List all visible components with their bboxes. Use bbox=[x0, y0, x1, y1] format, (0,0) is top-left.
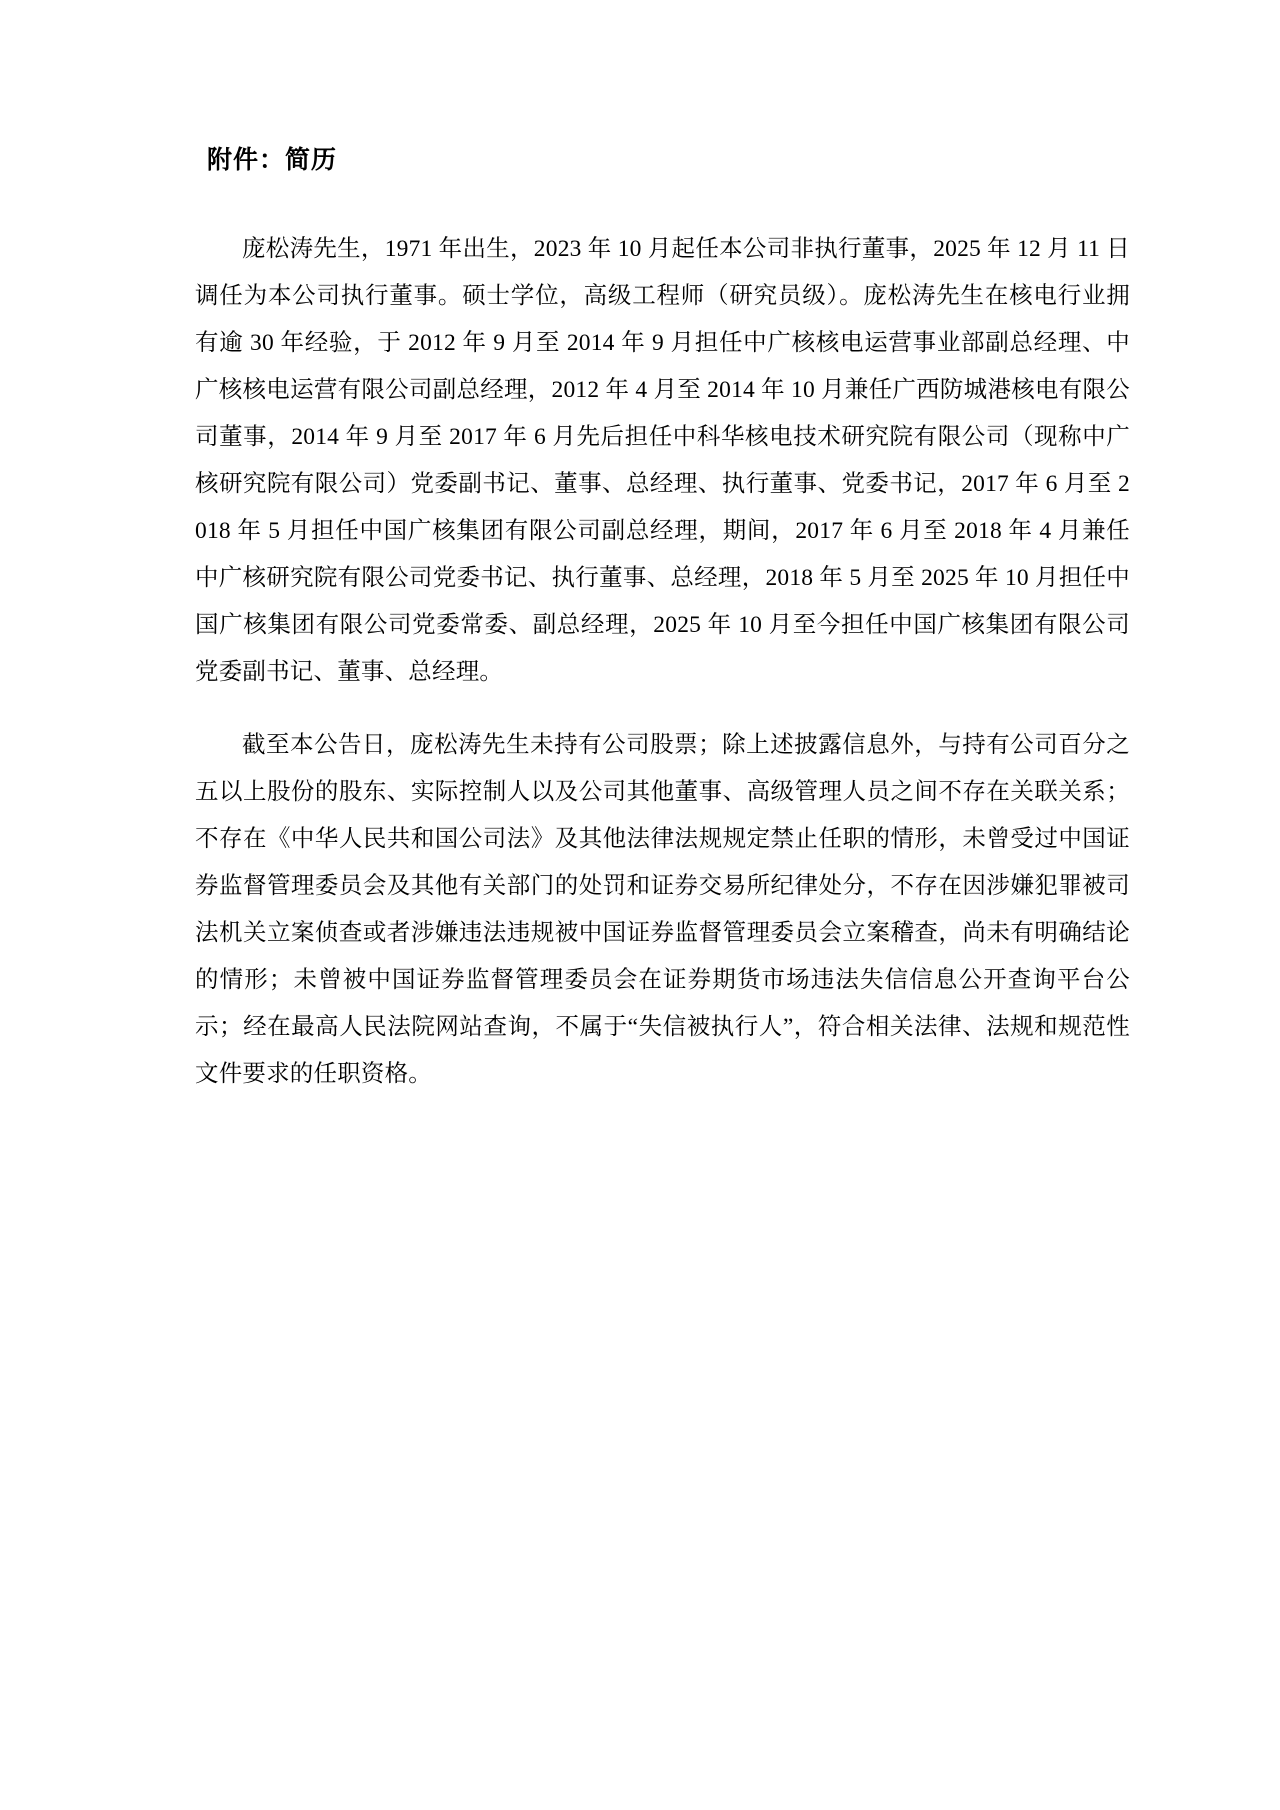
biography-paragraph: 庞松涛先生，1971 年出生，2023 年 10 月起任本公司非执行董事，2025 年 12 月 11 日调任为本公司执行董事。硕士学位，高级工程师（研究员级）。庞松涛先生在核电行业拥有逾 30 年经验，于 2012 年 9 月至 2014 年 9 月担任中广核核电运营事业部副总经理、中广核核电运营有限公司副总经理，2012 年 4 月至 2014 年 10 月兼任广西防城港核电有限公司董事，2014 年 9 月至 2017 年 6 月先后担任中科华核电技术研究院有限公司（现称中广核研究院有限公司）党委副书记、董事、总经理、执行董事、党委书记，2017 年 6 月至 2018 年 5 月担任中国广核集团有限公司副总经理，期间，2017 年 6 月至 2018 年 4 月兼任中广核研究院有限公司党委书记、执行董事、总经理，2018 年 5 月至 2025 年 10 月担任中国广核集团有限公司党委常委、副总经理，2025 年 10 月至今担任中国广核集团有限公司党委副书记、董事、总经理。 bbox=[195, 236, 1130, 685]
page-title: 附件：简历 bbox=[207, 146, 338, 174]
disclosure-paragraph: 截至本公告日，庞松涛先生未持有公司股票；除上述披露信息外，与持有公司百分之五以上股份的股东、实际控制人以及公司其他董事、高级管理人员之间不存在关联关系；不存在《中华人民共和国公司法》及其他法律法规规定禁止任职的情形，未曾受过中国证券监督管理委员会及其他有关部门的处罚和证券交易所纪律处分，不存在因涉嫌犯罪被司法机关立案侦查或者涉嫌违法违规被中国证券监督管理委员会立案稽查，尚未有明确结论的情形；未曾被中国证券监督管理委员会在证券期货市场违法失信信息公开查询平台公示；经在最高人民法院网站查询，不属于“失信被执行人”，符合相关法律、法规和规范性文件要求的任职资格。 bbox=[195, 732, 1130, 1087]
